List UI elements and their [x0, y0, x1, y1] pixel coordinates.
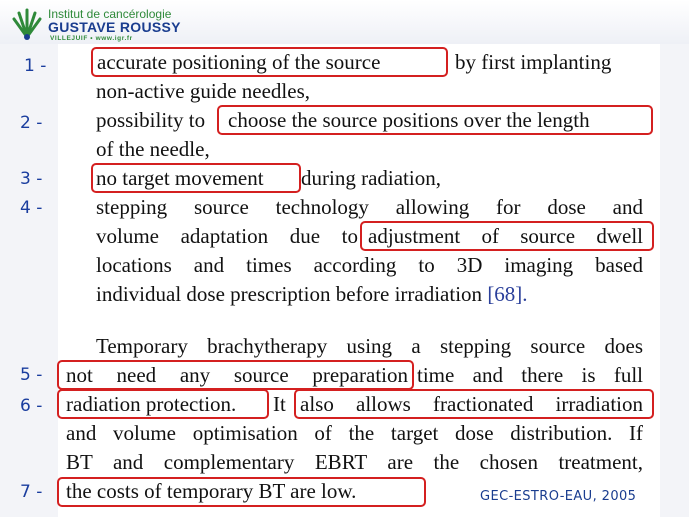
p2-line-3-highlighted-1: radiation protection.	[66, 392, 237, 416]
item-number-5: 5 -	[20, 365, 43, 385]
text-line-6: stepping source technology allowing for dose and	[96, 195, 643, 219]
p2-line-6-highlighted: the costs of temporary BT are low.	[66, 479, 357, 503]
text-line-7-highlighted: adjustment of source dwell	[368, 224, 643, 248]
p2-line-2-rest: time and there is full	[417, 363, 643, 387]
p2-line-3-highlighted-2: also allows fractionated irradiation	[300, 392, 643, 416]
item-number-1: 1 -	[24, 56, 47, 76]
text-line-3-prefix: possibility to	[96, 108, 206, 132]
sunburst-logo-icon	[10, 7, 44, 41]
text-line-1-highlighted: accurate positioning of the source	[97, 50, 381, 74]
text-line-5-highlighted: no target movement	[96, 166, 264, 190]
highlight-box-6a	[57, 389, 269, 419]
text-line-4: of the needle,	[96, 137, 210, 161]
text-line-7-prefix: volume adaptation due to	[96, 224, 358, 248]
source-attribution: GEC-ESTRO-EAU, 2005	[480, 489, 637, 504]
highlight-box-3	[91, 163, 301, 193]
text-line-8: locations and times according to 3D imaging based	[96, 253, 643, 277]
institution-logo	[10, 5, 180, 43]
text-line-9	[96, 282, 528, 306]
item-number-2: 2 -	[20, 113, 43, 133]
text-line-1-rest: by first implanting	[455, 50, 612, 74]
p2-line-3-middle: It	[273, 392, 286, 416]
p2-line-1: Temporary brachytherapy using a stepping source does	[96, 334, 643, 358]
text-line-5-rest: during radiation,	[301, 166, 441, 190]
text-line-2: non-active guide needles,	[96, 79, 310, 103]
logo-text-url: VILLEJUIF • www.igr.fr	[50, 35, 133, 42]
highlight-box-2	[217, 105, 653, 135]
highlight-box-5	[57, 360, 414, 390]
text-line-3-highlighted: choose the source positions over the length	[228, 108, 590, 132]
highlight-box-1	[91, 47, 448, 77]
item-number-3: 3 -	[20, 169, 43, 189]
right-margin-band	[660, 44, 689, 517]
text-line-9-body: individual dose prescription before irradiation	[96, 282, 483, 306]
p2-line-5: BT and complementary EBRT are the chosen treatment,	[66, 450, 643, 474]
highlight-box-6b	[294, 389, 654, 419]
item-number-6: 6 -	[20, 396, 43, 416]
p2-line-2-highlighted: not need any source preparation	[66, 363, 408, 387]
highlight-box-7	[57, 477, 426, 507]
item-number-7: 7 -	[20, 482, 43, 502]
reference-citation[interactable]: [68].	[487, 282, 528, 306]
p2-line-4: and volume optimisation of the target dose distribution. If	[66, 421, 643, 445]
highlight-box-4	[360, 221, 654, 251]
logo-text-institute: Institut de cancérologie	[48, 7, 172, 21]
logo-text-name: GUSTAVE ROUSSY	[48, 19, 181, 35]
item-number-4: 4 -	[20, 198, 43, 218]
